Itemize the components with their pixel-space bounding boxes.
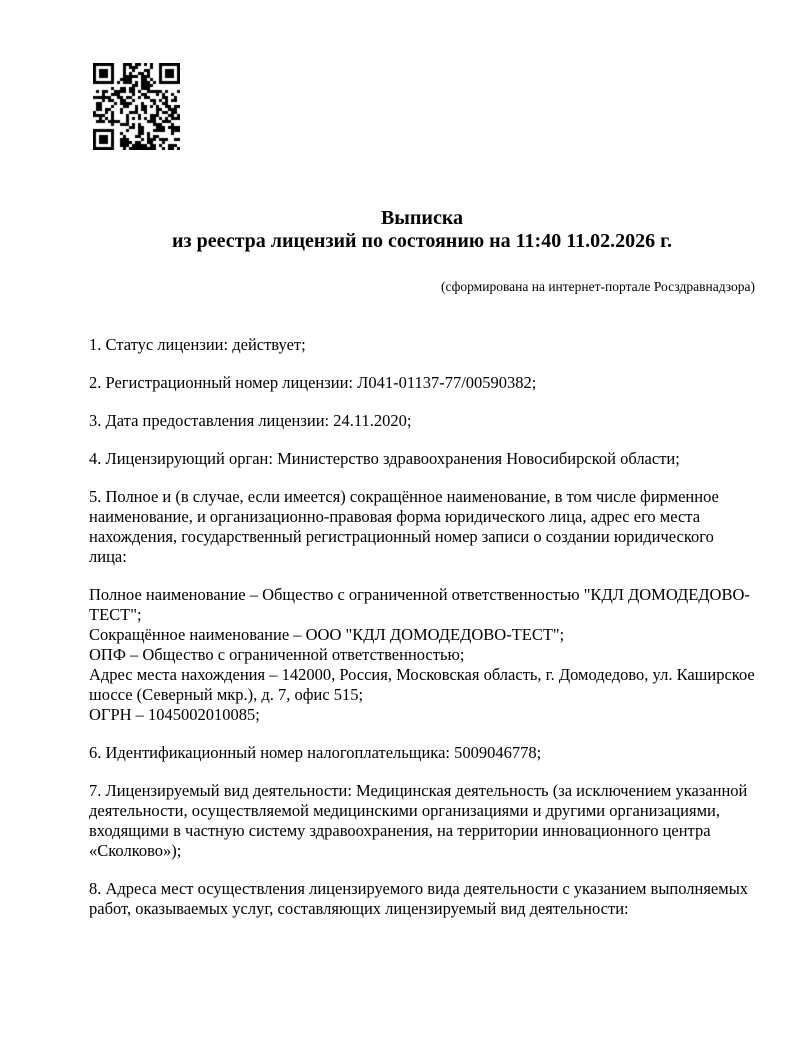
item-inn: 6. Идентификационный номер налогоплательщика: 5009046778; — [89, 743, 542, 762]
title-line-2: из реестра лицензий по состоянию на 11:40 11.02.2026 г. — [172, 230, 672, 252]
org-short-name: Сокращённое наименование – ООО "КДЛ ДОМОДЕДОВО-ТЕСТ"; — [89, 625, 565, 644]
item-license-status: 1. Статус лицензии: действует; — [89, 335, 306, 354]
item-addresses-intro: 8. Адреса мест осуществления лицензируемого вида деятельности с указанием выполняемых работ, оказываемых услуг, составляющих лицензируемый вид деятельности: — [89, 879, 749, 918]
formation-note: (сформирована на интернет-портале Росздравнадзора) — [440, 279, 755, 294]
org-opf: ОПФ – Общество с ограниченной ответственностью; — [89, 645, 465, 664]
item-grant-date: 3. Дата предоставления лицензии: 24.11.2020; — [89, 411, 412, 430]
org-ogrn: ОГРН – 1045002010085; — [89, 705, 260, 724]
org-full-name: Полное наименование – Общество с ограниченной ответственностью "КДЛ ДОМОДЕДОВО-ТЕСТ"; — [89, 585, 750, 624]
document-body — [89, 335, 755, 919]
item-licensing-authority: 4. Лицензирующий орган: Министерство здравоохранения Новосибирской области; — [89, 449, 680, 468]
page-title — [89, 207, 755, 253]
org-details — [89, 585, 755, 725]
item-names-intro: 5. Полное и (в случае, если имеется) сокращённое наименование, в том числе фирменное наименование, и организационно-правовая форма юридического лица, адрес его места нахождения, государственный регистрационный номер записи о создании юридического лица: — [89, 487, 719, 566]
item-licensed-activity: 7. Лицензируемый вид деятельности: Медицинская деятельность (за исключением указанной деятельности, осуществляемой медицинскими организациями и другими организациями, входящими в частную систему здравоохранения, на территории инновационного центра «Сколково»); — [89, 781, 748, 860]
org-address: Адрес места нахождения – 142000, Россия, Московская область, г. Домодедово, ул. Каширское шоссе (Северный мкр.), д. 7, офис 515; — [89, 665, 755, 704]
qr-code-icon — [93, 63, 180, 150]
title-line-1: Выписка — [380, 207, 464, 229]
item-registration-number: 2. Регистрационный номер лицензии: Л041-01137-77/00590382; — [89, 373, 537, 392]
